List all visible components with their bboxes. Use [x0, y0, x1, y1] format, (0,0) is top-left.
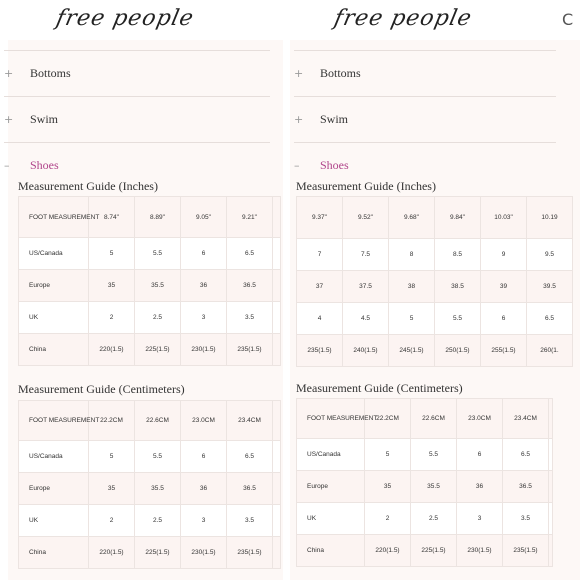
table-cell: 2 [365, 503, 411, 535]
table-cell: 36 [457, 471, 503, 503]
table-cell: 8.74" [89, 197, 135, 238]
table-cell: 4 [297, 303, 343, 335]
table-cell: 9.05" [181, 197, 227, 238]
table-cell: 35 [365, 471, 411, 503]
table-cell: 10.03" [481, 197, 527, 239]
table-cell: 22.6CM [135, 401, 181, 441]
table-cell: UK [297, 503, 365, 535]
table-cell [273, 537, 281, 569]
table-cell: 5.5 [135, 238, 181, 270]
close-icon[interactable]: C [562, 10, 574, 29]
table-cell: 3.5 [503, 503, 549, 535]
table-cell: 23.4CM [503, 399, 549, 439]
accordion-swim[interactable] [4, 96, 270, 142]
table-cell [549, 503, 553, 535]
table-cell: 9.21" [227, 197, 273, 238]
size-table-cm [18, 400, 281, 569]
table-cell: 3 [181, 302, 227, 334]
table-cell: 260(1. [527, 335, 573, 367]
table-cell: US/Canada [19, 238, 89, 270]
table-cell [549, 399, 553, 439]
table-cell: China [19, 334, 89, 366]
guide-title-cm: Measurement Guide (Centimeters) [296, 381, 463, 395]
table-cell: US/Canada [297, 439, 365, 471]
table-cell [273, 238, 281, 270]
table-cell: 38 [389, 271, 435, 303]
table-cell [273, 441, 281, 473]
table-cell: 225(1.5) [411, 535, 457, 567]
table-cell [273, 401, 281, 441]
table-cell: 35 [89, 270, 135, 302]
accordion-label: Shoes [320, 158, 349, 172]
table-cell: 10.19 [527, 197, 573, 239]
table-cell: FOOT MEASUREMENT [297, 399, 365, 439]
table-row [297, 335, 573, 367]
table-cell [549, 471, 553, 503]
table-cell: 9.68" [389, 197, 435, 239]
table-cell: UK [19, 302, 89, 334]
table-cell: FOOT MEASUREMENT [19, 197, 89, 238]
table-row [19, 334, 281, 366]
table-cell: 36.5 [503, 471, 549, 503]
table-cell: 36 [181, 270, 227, 302]
table-cell: 9.37" [297, 197, 343, 239]
table-cell: 6 [181, 238, 227, 270]
table-row [19, 473, 281, 505]
table-cell: 4.5 [343, 303, 389, 335]
table-row [19, 441, 281, 473]
table-cell: FOOT MEASUREMENT [19, 401, 89, 441]
size-table-cm [296, 398, 553, 567]
accordion-swim[interactable] [294, 96, 556, 142]
collapse-minus-icon: – [4, 159, 10, 172]
table-cell: 8.89" [135, 197, 181, 238]
table-cell: 8 [389, 239, 435, 271]
brand-logo[interactable]: free people [331, 6, 475, 31]
table-cell: 5 [89, 238, 135, 270]
table-cell: 235(1.5) [227, 537, 273, 569]
accordion-bottoms[interactable] [294, 50, 556, 96]
guide-title-cm: Measurement Guide (Centimeters) [18, 382, 185, 396]
table-cell: 6 [181, 441, 227, 473]
table-cell: 36.5 [227, 270, 273, 302]
accordion-label: Bottoms [320, 66, 361, 80]
table-row [19, 270, 281, 302]
size-table-inches [18, 196, 281, 366]
table-cell: 235(1.5) [227, 334, 273, 366]
guide-title-inches: Measurement Guide (Inches) [18, 179, 158, 193]
table-cell: 9.52" [343, 197, 389, 239]
table-cell: 245(1.5) [389, 335, 435, 367]
table-cell [273, 334, 281, 366]
table-cell: China [297, 535, 365, 567]
table-cell: 36.5 [227, 473, 273, 505]
table-cell: 6 [481, 303, 527, 335]
table-row [19, 401, 281, 441]
guide-title-inches: Measurement Guide (Inches) [296, 179, 436, 193]
table-cell [273, 473, 281, 505]
table-cell: 8.5 [435, 239, 481, 271]
accordion-bottoms[interactable] [4, 50, 270, 96]
table-cell: 2 [89, 505, 135, 537]
table-cell: 35.5 [135, 270, 181, 302]
table-cell: 5 [365, 439, 411, 471]
table-cell: 6 [457, 439, 503, 471]
table-cell: 3.5 [227, 302, 273, 334]
table-cell [273, 505, 281, 537]
table-cell: 39 [481, 271, 527, 303]
table-cell [273, 270, 281, 302]
accordion-label: Shoes [30, 158, 59, 172]
expand-plus-icon: + [294, 113, 304, 126]
table-row [19, 505, 281, 537]
table-row [19, 238, 281, 270]
table-cell: 240(1.5) [343, 335, 389, 367]
table-cell: 2.5 [135, 302, 181, 334]
table-row [19, 197, 281, 238]
table-cell: 5 [389, 303, 435, 335]
table-cell: 39.5 [527, 271, 573, 303]
table-cell: 37.5 [343, 271, 389, 303]
table-cell: 35.5 [135, 473, 181, 505]
expand-plus-icon: + [4, 113, 14, 126]
table-cell: 9.5 [527, 239, 573, 271]
table-cell: 23.0CM [181, 401, 227, 441]
table-cell [549, 535, 553, 567]
table-cell: 230(1.5) [181, 334, 227, 366]
table-cell: 7.5 [343, 239, 389, 271]
table-cell: 3 [181, 505, 227, 537]
table-cell: 6.5 [227, 441, 273, 473]
table-cell: 230(1.5) [181, 537, 227, 569]
table-row [297, 271, 573, 303]
table-row [297, 303, 573, 335]
table-cell: 2.5 [135, 505, 181, 537]
table-cell: 3 [457, 503, 503, 535]
table-cell: UK [19, 505, 89, 537]
table-cell: 5 [89, 441, 135, 473]
table-cell: 23.0CM [457, 399, 503, 439]
table-cell: 5.5 [411, 439, 457, 471]
table-cell: 220(1.5) [89, 537, 135, 569]
table-cell: 7 [297, 239, 343, 271]
table-row [297, 439, 553, 471]
table-row [297, 471, 553, 503]
accordion-label: Swim [320, 112, 349, 126]
table-cell: 6.5 [227, 238, 273, 270]
brand-logo[interactable]: free people [53, 6, 197, 31]
table-row [297, 503, 553, 535]
table-cell: 6.5 [527, 303, 573, 335]
table-cell: 225(1.5) [135, 537, 181, 569]
table-cell: 3.5 [227, 505, 273, 537]
table-cell: China [19, 537, 89, 569]
size-table-inches [296, 196, 573, 367]
table-row [19, 302, 281, 334]
table-cell [549, 439, 553, 471]
table-cell: 22.2CM [365, 399, 411, 439]
table-cell: 235(1.5) [503, 535, 549, 567]
table-cell: 230(1.5) [457, 535, 503, 567]
table-cell: 22.6CM [411, 399, 457, 439]
expand-plus-icon: + [294, 67, 304, 80]
table-cell: 37 [297, 271, 343, 303]
table-cell: 250(1.5) [435, 335, 481, 367]
table-cell: Europe [297, 471, 365, 503]
table-row [19, 537, 281, 569]
table-cell: 5.5 [135, 441, 181, 473]
table-cell [273, 302, 281, 334]
table-cell [273, 197, 281, 238]
table-row [297, 535, 553, 567]
table-cell: 23.4CM [227, 401, 273, 441]
table-cell: 36 [181, 473, 227, 505]
table-cell: 2 [89, 302, 135, 334]
accordion-label: Swim [30, 112, 59, 126]
table-cell: 235(1.5) [297, 335, 343, 367]
table-row [297, 239, 573, 271]
table-cell: 9.84" [435, 197, 481, 239]
table-cell: 5.5 [435, 303, 481, 335]
right-screenshot-panel [290, 0, 580, 580]
table-cell: Europe [19, 473, 89, 505]
table-row [297, 399, 553, 439]
table-cell: 9 [481, 239, 527, 271]
table-cell: 6.5 [503, 439, 549, 471]
table-row [297, 197, 573, 239]
table-cell: 35.5 [411, 471, 457, 503]
collapse-minus-icon: – [294, 159, 300, 172]
table-cell: Europe [19, 270, 89, 302]
table-cell: 220(1.5) [89, 334, 135, 366]
table-cell: US/Canada [19, 441, 89, 473]
table-cell: 35 [89, 473, 135, 505]
table-cell: 225(1.5) [135, 334, 181, 366]
table-cell: 220(1.5) [365, 535, 411, 567]
table-cell: 38.5 [435, 271, 481, 303]
table-cell: 22.2CM [89, 401, 135, 441]
expand-plus-icon: + [4, 67, 14, 80]
table-cell: 255(1.5) [481, 335, 527, 367]
accordion-label: Bottoms [30, 66, 71, 80]
table-cell: 2.5 [411, 503, 457, 535]
